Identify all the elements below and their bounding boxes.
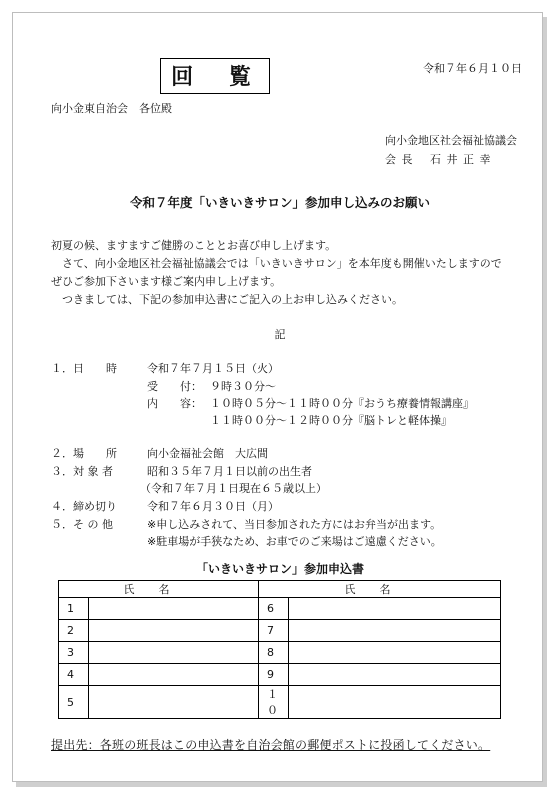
- row-number: 5: [59, 686, 89, 719]
- ki-heading: 記: [274, 328, 286, 341]
- item-reception-value: ９時３０分～: [210, 380, 276, 393]
- document-date: 令和７年６月１０日: [423, 62, 522, 75]
- entry-table-header: [59, 581, 501, 598]
- body-line: ぜひご参加下さいます様ご案内申し上げます。: [51, 275, 282, 288]
- row-number: 7: [259, 620, 289, 642]
- row-number: 1: [59, 598, 89, 620]
- name-entry-cell[interactable]: [289, 620, 501, 642]
- row-number: 4: [59, 664, 89, 686]
- document-title: 令和７年度「いきいきサロン」参加申し込みのお願い: [129, 195, 430, 210]
- item-content-2: １１時００分～１２時００分『脳トレと軽体操』: [210, 414, 452, 427]
- item-other-1: ※申し込みされて、当日参加された方にはお弁当が出ます。: [147, 518, 442, 531]
- row-number: 2: [59, 620, 89, 642]
- name-entry-cell[interactable]: [89, 642, 259, 664]
- name-entry-cell[interactable]: [289, 642, 501, 664]
- circulation-stamp: 回 覧: [160, 58, 270, 94]
- table-row: [59, 598, 501, 620]
- body-line: 初夏の候、ますますご健勝のこととお喜び申し上げます。: [51, 239, 337, 252]
- item-target-label: ３．対 象 者: [51, 465, 113, 478]
- row-number: 8: [259, 642, 289, 664]
- addressee: 向小金東自治会 各位殿: [51, 102, 172, 115]
- name-entry-cell[interactable]: [289, 664, 501, 686]
- name-column-header: 氏名: [259, 581, 501, 598]
- item-place-label: ２．場 所: [51, 447, 117, 460]
- table-row: [59, 686, 501, 719]
- sender-chair: 会 長 石 井 正 幸: [385, 153, 492, 166]
- name-column-header: 氏名: [59, 581, 259, 598]
- submission-note: 提出先：各班の班長はこの申込書を自治会館の郵便ポストに投函してください。: [51, 738, 491, 752]
- row-number: 6: [259, 598, 289, 620]
- item-other-2: ※駐車場が手狭なため、お車でのご来場はご遠慮ください。: [147, 535, 442, 548]
- sender-organization: 向小金地区社会福祉協議会: [385, 134, 517, 147]
- name-entry-cell[interactable]: [89, 686, 259, 719]
- row-number: 3: [59, 642, 89, 664]
- item-reception-label: 受 付：: [147, 380, 202, 393]
- item-date-label: １．日 時: [51, 362, 117, 375]
- form-title: 「いきいきサロン」参加申込書: [195, 562, 364, 576]
- item-date-value: 令和７年７月１５日（火）: [147, 362, 279, 375]
- item-content-label: 内 容：: [147, 397, 202, 410]
- item-other-label: ５．そ の 他: [51, 518, 113, 531]
- entry-table: [58, 580, 501, 719]
- item-content-1: １０時０５分～１１時００分『おうち療養情報講座』: [210, 397, 474, 410]
- row-number: 9: [259, 664, 289, 686]
- name-entry-cell[interactable]: [89, 664, 259, 686]
- item-deadline-label: ４．締め切り: [51, 500, 117, 513]
- item-deadline-value: 令和７年６月３０日（月）: [147, 500, 279, 513]
- name-entry-cell[interactable]: [89, 620, 259, 642]
- name-entry-cell[interactable]: [289, 686, 501, 719]
- row-number: １０: [259, 686, 289, 719]
- body-line: さて、向小金地区社会福祉協議会では「いきいきサロン」を本年度も開催いたしますので: [51, 257, 502, 270]
- item-place-value: 向小金福祉会館 大広間: [147, 447, 268, 460]
- name-entry-cell[interactable]: [89, 598, 259, 620]
- table-row: [59, 620, 501, 642]
- table-row: [59, 664, 501, 686]
- name-entry-cell[interactable]: [289, 598, 501, 620]
- table-row: [59, 642, 501, 664]
- item-target-note: （令和７年７月１日現在６５歳以上）: [140, 482, 327, 495]
- item-target-value: 昭和３５年７月１日以前の出生者: [147, 465, 312, 478]
- body-line: つきましては、下記の参加申込書にご記入の上お申し込みください。: [51, 293, 403, 306]
